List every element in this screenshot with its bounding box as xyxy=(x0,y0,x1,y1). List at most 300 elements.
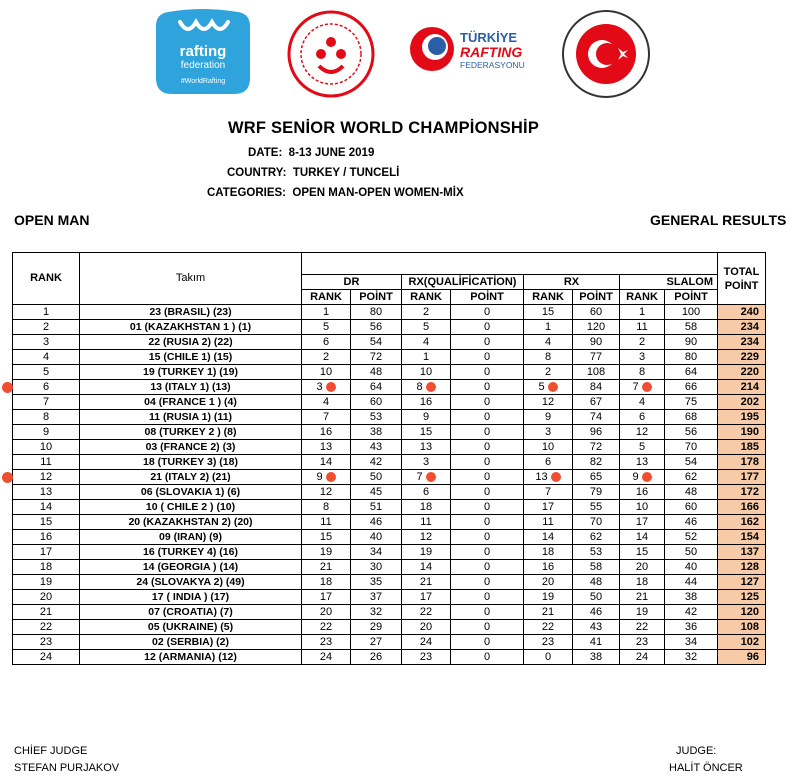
rxq-rank-cell-value: 3 xyxy=(422,456,430,468)
total-cell-value: 102 xyxy=(740,636,759,648)
rx-point-cell-value: 96 xyxy=(589,426,603,438)
svg-text:RAFTING: RAFTING xyxy=(460,44,523,60)
slalom-point-cell-value: 100 xyxy=(681,306,701,318)
date-line xyxy=(248,147,374,159)
rxq-rank-cell xyxy=(402,575,451,590)
rx-point-cell-value: 82 xyxy=(589,456,603,468)
rank-cell-value: 1 xyxy=(42,306,50,318)
slalom-rank-cell xyxy=(620,560,665,575)
rxq-rank-cell-value: 2 xyxy=(422,306,430,318)
rxq-rank-cell-value: 19 xyxy=(419,546,433,558)
slalom-point-cell-value: 44 xyxy=(684,576,698,588)
rx-rank-cell xyxy=(524,560,573,575)
slalom-rank-cell xyxy=(620,575,665,590)
slalom-point-cell xyxy=(665,305,718,320)
dr-rank-cell xyxy=(302,320,351,335)
rank-cell-value: 21 xyxy=(39,606,53,618)
slalom-point-subheader: POİNT xyxy=(665,290,718,305)
slalom-point-cell xyxy=(665,635,718,650)
slalom-point-cell-value: 36 xyxy=(684,621,698,633)
dr-point-cell-value: 50 xyxy=(369,471,383,483)
rxq-rank-cell-value: 17 xyxy=(419,591,433,603)
rxq-point-cell-value: 0 xyxy=(483,576,491,588)
rxq-rank-cell xyxy=(402,410,451,425)
rank-cell xyxy=(13,455,80,470)
team-cell-value: 12 (ARMANIA) (12) xyxy=(144,651,237,663)
total-cell xyxy=(718,605,766,620)
team-cell-value: 23 (BRASIL) (23) xyxy=(149,306,232,318)
total-cell-value: 202 xyxy=(740,396,759,408)
total-cell xyxy=(718,485,766,500)
category-heading: OPEN MAN xyxy=(14,212,90,228)
rank-cell xyxy=(13,305,80,320)
slalom-rank-cell xyxy=(620,455,665,470)
slalom-point-cell xyxy=(665,560,718,575)
judge-name: HALİT ÖNCER xyxy=(669,762,743,774)
rank-cell-value: 3 xyxy=(42,336,50,348)
dr-point-cell-value: 37 xyxy=(369,591,383,603)
slalom-rank-cell xyxy=(620,515,665,530)
rx-rank-cell-value: 20 xyxy=(541,576,555,588)
dr-point-cell xyxy=(351,305,402,320)
rx-point-cell-value: 38 xyxy=(589,651,603,663)
team-cell-value: 09 (IRAN) (9) xyxy=(158,531,222,543)
dr-rank-cell-value: 16 xyxy=(319,426,333,438)
total-cell-value: 190 xyxy=(740,426,759,438)
team-cell xyxy=(80,410,302,425)
rank-cell-value: 15 xyxy=(39,516,53,528)
dr-point-cell-value: 43 xyxy=(369,441,383,453)
slalom-rank-cell-value: 12 xyxy=(635,426,649,438)
team-cell xyxy=(80,545,302,560)
rx-point-cell xyxy=(573,440,620,455)
rx-point-cell-value: 74 xyxy=(589,411,603,423)
rx-point-cell xyxy=(573,395,620,410)
table-row xyxy=(13,305,766,320)
total-cell-value: 166 xyxy=(740,501,759,513)
slalom-rank-cell xyxy=(620,590,665,605)
dr-rank-cell-value: 24 xyxy=(319,651,333,663)
table-row xyxy=(13,590,766,605)
total-cell xyxy=(718,470,766,485)
dr-rank-cell xyxy=(302,590,351,605)
table-row xyxy=(13,410,766,425)
marker-dot xyxy=(548,382,558,392)
marker-dot xyxy=(326,382,336,392)
rxq-point-cell xyxy=(451,575,524,590)
rxq-point-cell xyxy=(451,500,524,515)
rxq-rank-cell xyxy=(402,470,451,485)
total-cell-value: 96 xyxy=(746,651,759,663)
rx-point-cell xyxy=(573,635,620,650)
dr-point-cell-value: 51 xyxy=(369,501,383,513)
rank-cell-value: 5 xyxy=(42,366,50,378)
rx-rank-cell-value: 5 xyxy=(538,381,545,393)
marker-dot xyxy=(426,472,436,482)
rxq-point-cell-value: 0 xyxy=(483,396,491,408)
rxq-rank-cell-value: 7 xyxy=(416,471,423,483)
rxq-rank-cell-value: 11 xyxy=(420,516,432,528)
rxq-rank-cell-value: 12 xyxy=(419,531,433,543)
rank-cell-value: 2 xyxy=(42,321,50,333)
results-heading: GENERAL RESULTS xyxy=(650,212,787,228)
rxq-point-cell-value: 0 xyxy=(483,411,491,423)
dr-rank-cell-value: 21 xyxy=(319,561,333,573)
slalom-point-cell-value: 90 xyxy=(684,336,698,348)
svg-text:#WorldRafting: #WorldRafting xyxy=(180,78,226,85)
rx-point-cell-value: 72 xyxy=(589,441,603,453)
rx-rank-cell-value: 16 xyxy=(541,561,555,573)
total-cell-value: 240 xyxy=(740,306,759,318)
total-cell-value: 229 xyxy=(740,351,759,363)
slalom-rank-cell-value: 24 xyxy=(635,651,649,663)
table-row xyxy=(13,440,766,455)
dr-rank-cell xyxy=(302,500,351,515)
rank-cell xyxy=(13,605,80,620)
rxq-point-cell xyxy=(451,455,524,470)
rx-rank-cell-value: 1 xyxy=(544,321,552,333)
dr-point-cell-value: 32 xyxy=(369,606,383,618)
dr-rank-cell-value: 13 xyxy=(319,441,333,453)
rxq-point-subheader: POİNT xyxy=(451,290,524,305)
rx-rank-cell-value: 4 xyxy=(544,336,552,348)
rxq-rank-cell xyxy=(402,455,451,470)
dr-point-cell xyxy=(351,395,402,410)
rxq-point-cell-value: 0 xyxy=(483,651,491,663)
dr-point-cell-value: 72 xyxy=(369,351,383,363)
rx-rank-cell xyxy=(524,410,573,425)
rank-cell xyxy=(13,395,80,410)
rx-rank-cell-value: 14 xyxy=(541,531,555,543)
slalom-rank-cell xyxy=(620,440,665,455)
rxq-point-cell xyxy=(451,380,524,395)
rxq-rank-cell xyxy=(402,485,451,500)
rx-point-cell xyxy=(573,515,620,530)
slalom-point-cell xyxy=(665,320,718,335)
rx-rank-cell xyxy=(524,635,573,650)
total-cell xyxy=(718,620,766,635)
dr-point-cell-value: 30 xyxy=(369,561,383,573)
total-cell xyxy=(718,455,766,470)
dr-point-cell-value: 53 xyxy=(369,411,383,423)
rx-rank-cell-value: 3 xyxy=(544,426,552,438)
rxq-rank-cell xyxy=(402,380,451,395)
rx-point-cell xyxy=(573,590,620,605)
dr-point-cell xyxy=(351,335,402,350)
dr-rank-cell-value: 5 xyxy=(322,321,330,333)
dr-point-cell-value: 64 xyxy=(369,381,383,393)
table-row xyxy=(13,485,766,500)
dr-rank-cell-value: 2 xyxy=(322,351,330,363)
slalom-rank-cell-value: 22 xyxy=(635,621,649,633)
table-row xyxy=(13,365,766,380)
rxq-point-cell-value: 0 xyxy=(483,516,491,528)
rx-rank-cell xyxy=(524,605,573,620)
rx-rank-cell xyxy=(524,530,573,545)
slalom-rank-cell-value: 14 xyxy=(635,531,649,543)
total-cell-value: 178 xyxy=(740,456,759,468)
slalom-rank-cell-value: 4 xyxy=(638,396,646,408)
dr-point-cell xyxy=(351,650,402,665)
rxq-point-cell-value: 0 xyxy=(483,591,491,603)
team-cell-value: 19 (TURKEY 1) (19) xyxy=(143,366,238,378)
slalom-point-cell xyxy=(665,590,718,605)
slalom-rank-cell xyxy=(620,650,665,665)
rxq-rank-cell xyxy=(402,305,451,320)
slalom-rank-cell-value: 23 xyxy=(635,636,649,648)
dr-point-cell-value: 38 xyxy=(369,426,383,438)
rxq-rank-subheader: RANK xyxy=(402,290,451,305)
dr-point-cell xyxy=(351,365,402,380)
chief-judge-name: STEFAN PURJAKOV xyxy=(14,762,120,774)
rxq-point-cell-value: 0 xyxy=(483,561,491,573)
dr-rank-cell xyxy=(302,605,351,620)
rxq-rank-cell xyxy=(402,500,451,515)
chief-judge-label: CHİEF JUDGE xyxy=(14,745,88,757)
rank-cell-value: 14 xyxy=(39,501,53,513)
total-cell-value: 214 xyxy=(740,381,759,393)
total-cell xyxy=(718,410,766,425)
rxq-rank-cell xyxy=(402,320,451,335)
slalom-rank-cell-value: 9 xyxy=(632,471,639,483)
rank-cell xyxy=(13,350,80,365)
slalom-rank-cell xyxy=(620,380,665,395)
total-cell xyxy=(718,575,766,590)
dr-rank-cell xyxy=(302,515,351,530)
total-header-line2: POİNT xyxy=(724,279,759,292)
slalom-point-cell xyxy=(665,620,718,635)
rx-point-cell-value: 50 xyxy=(589,591,603,603)
rx-rank-cell xyxy=(524,575,573,590)
team-cell-value: 03 (FRANCE 2) (3) xyxy=(145,441,236,453)
results-body xyxy=(13,305,766,665)
slalom-point-cell-value: 42 xyxy=(684,606,698,618)
rx-rank-cell xyxy=(524,320,573,335)
rx-point-cell-value: 46 xyxy=(589,606,603,618)
slalom-rank-cell-value: 15 xyxy=(635,546,649,558)
svg-text:TÜRKİYE: TÜRKİYE xyxy=(460,30,518,45)
dr-rank-cell xyxy=(302,365,351,380)
slalom-point-cell-value: 56 xyxy=(684,426,698,438)
dr-rank-cell-value: 23 xyxy=(319,636,333,648)
slalom-point-cell xyxy=(665,455,718,470)
rxq-point-cell-value: 0 xyxy=(483,351,491,363)
world-rafting-federation-logo xyxy=(150,8,255,98)
slalom-point-cell-value: 48 xyxy=(684,486,698,498)
total-cell xyxy=(718,380,766,395)
total-cell xyxy=(718,515,766,530)
slalom-point-cell-value: 62 xyxy=(684,471,698,483)
rxq-rank-cell xyxy=(402,335,451,350)
rank-cell xyxy=(13,380,80,395)
slalom-point-cell xyxy=(665,410,718,425)
dr-rank-cell xyxy=(302,545,351,560)
rx-point-cell xyxy=(573,575,620,590)
rx-rank-cell xyxy=(524,620,573,635)
table-row xyxy=(13,560,766,575)
rxq-rank-cell xyxy=(402,515,451,530)
table-row xyxy=(13,500,766,515)
rxq-point-cell xyxy=(451,365,524,380)
dr-rank-cell-value: 3 xyxy=(316,381,323,393)
rxq-rank-cell-value: 21 xyxy=(419,576,433,588)
turkiye-rafting-federasyonu-logo xyxy=(408,22,538,77)
team-cell xyxy=(80,620,302,635)
rx-point-cell xyxy=(573,455,620,470)
slalom-point-cell-value: 58 xyxy=(684,321,698,333)
dr-point-cell xyxy=(351,485,402,500)
rx-rank-cell xyxy=(524,515,573,530)
team-cell xyxy=(80,365,302,380)
table-row xyxy=(13,470,766,485)
rxq-rank-cell-value: 8 xyxy=(416,381,423,393)
total-cell xyxy=(718,590,766,605)
rank-cell xyxy=(13,590,80,605)
rank-cell xyxy=(13,620,80,635)
dr-point-cell-value: 42 xyxy=(369,456,383,468)
total-cell-value: 108 xyxy=(740,621,759,633)
table-row xyxy=(13,620,766,635)
rxq-rank-cell-value: 18 xyxy=(419,501,433,513)
rx-header: RX xyxy=(524,275,620,290)
rx-rank-cell-value: 2 xyxy=(544,366,552,378)
rxq-point-cell-value: 0 xyxy=(483,636,491,648)
slalom-rank-subheader: RANK xyxy=(620,290,665,305)
slalom-point-cell xyxy=(665,500,718,515)
team-cell-value: 01 (KAZAKHSTAN 1 ) (1) xyxy=(129,321,252,333)
rxq-point-cell-value: 0 xyxy=(483,471,491,483)
rxq-rank-cell-value: 1 xyxy=(422,351,430,363)
slalom-rank-cell xyxy=(620,410,665,425)
total-cell xyxy=(718,365,766,380)
date-value: 8-13 JUNE 2019 xyxy=(288,147,375,159)
dr-rank-cell-value: 8 xyxy=(322,501,330,513)
rxq-rank-cell xyxy=(402,530,451,545)
table-row xyxy=(13,425,766,440)
youth-sports-ministry-seal xyxy=(285,8,377,100)
table-row xyxy=(13,335,766,350)
total-cell xyxy=(718,635,766,650)
rx-point-cell xyxy=(573,350,620,365)
slalom-point-cell xyxy=(665,425,718,440)
marker-dot xyxy=(642,472,652,482)
dr-point-cell xyxy=(351,350,402,365)
rx-point-cell-value: 58 xyxy=(589,561,603,573)
dr-rank-cell-value: 7 xyxy=(322,411,330,423)
rank-cell xyxy=(13,470,80,485)
rxq-rank-cell xyxy=(402,635,451,650)
rx-rank-cell xyxy=(524,365,573,380)
table-row xyxy=(13,575,766,590)
table-row xyxy=(13,380,766,395)
dr-point-cell xyxy=(351,320,402,335)
dr-rank-cell xyxy=(302,335,351,350)
rxq-point-cell-value: 0 xyxy=(483,306,491,318)
dr-rank-cell-value: 4 xyxy=(322,396,330,408)
dr-rank-cell-value: 10 xyxy=(319,366,333,378)
dr-point-cell-value: 35 xyxy=(369,576,383,588)
team-cell-value: 15 (CHILE 1) (15) xyxy=(148,351,233,363)
rx-point-cell xyxy=(573,560,620,575)
rxq-rank-cell-value: 20 xyxy=(419,621,433,633)
team-cell xyxy=(80,605,302,620)
table-row xyxy=(13,455,766,470)
slalom-rank-cell-value: 8 xyxy=(638,366,646,378)
dr-point-cell xyxy=(351,455,402,470)
table-row xyxy=(13,515,766,530)
rank-cell-value: 9 xyxy=(42,426,50,438)
dr-rank-cell-value: 6 xyxy=(322,336,330,348)
total-cell xyxy=(718,425,766,440)
rxq-point-cell xyxy=(451,530,524,545)
dr-point-cell xyxy=(351,515,402,530)
team-cell-value: 10 ( CHILE 2 ) (10) xyxy=(145,501,236,513)
rx-rank-cell xyxy=(524,425,573,440)
rxq-rank-cell-value: 9 xyxy=(422,411,430,423)
team-cell xyxy=(80,515,302,530)
rx-point-cell-value: 77 xyxy=(589,351,603,363)
team-cell xyxy=(80,575,302,590)
slalom-point-cell-value: 46 xyxy=(684,516,698,528)
slalom-point-cell-value: 54 xyxy=(684,456,698,468)
slalom-point-cell-value: 50 xyxy=(684,546,698,558)
team-cell-value: 20 (KAZAKHSTAN 2) (20) xyxy=(128,516,253,528)
slalom-rank-cell-value: 18 xyxy=(635,576,649,588)
dr-point-cell xyxy=(351,620,402,635)
rank-cell xyxy=(13,530,80,545)
total-cell-value: 185 xyxy=(740,441,759,453)
rx-point-cell xyxy=(573,500,620,515)
slalom-point-cell xyxy=(665,530,718,545)
rx-point-cell xyxy=(573,380,620,395)
rank-cell-value: 16 xyxy=(39,531,53,543)
table-row xyxy=(13,530,766,545)
rxq-rank-cell-value: 22 xyxy=(419,606,433,618)
team-cell-value: 06 (SLOVAKIA 1) (6) xyxy=(140,486,241,498)
total-cell-value: 154 xyxy=(740,531,759,543)
rank-cell-value: 23 xyxy=(39,636,53,648)
svg-text:rafting: rafting xyxy=(179,43,227,60)
rx-point-cell-value: 120 xyxy=(586,321,606,333)
dr-point-cell xyxy=(351,440,402,455)
total-cell xyxy=(718,545,766,560)
slalom-rank-cell xyxy=(620,350,665,365)
dr-rank-cell-value: 22 xyxy=(319,621,333,633)
total-cell xyxy=(718,650,766,665)
team-cell xyxy=(80,440,302,455)
championship-title: WRF SENİOR WORLD CHAMPİONSHİP xyxy=(228,119,540,137)
dr-rank-cell xyxy=(302,305,351,320)
rx-rank-cell xyxy=(524,335,573,350)
rx-rank-cell xyxy=(524,305,573,320)
rank-header: RANK xyxy=(13,253,80,305)
slalom-point-cell xyxy=(665,365,718,380)
rank-cell xyxy=(13,425,80,440)
rx-point-cell-value: 41 xyxy=(589,636,603,648)
total-cell xyxy=(718,440,766,455)
dr-rank-cell-value: 14 xyxy=(319,456,333,468)
rxq-rank-cell xyxy=(402,395,451,410)
marker-dot xyxy=(642,382,652,392)
dr-rank-cell xyxy=(302,440,351,455)
rank-cell-value: 19 xyxy=(39,576,53,588)
rxq-point-cell-value: 0 xyxy=(483,441,491,453)
rxq-rank-cell-value: 23 xyxy=(419,651,433,663)
rxq-rank-cell-value: 13 xyxy=(419,441,433,453)
slalom-point-cell-value: 38 xyxy=(684,591,698,603)
rxq-rank-cell-value: 5 xyxy=(422,321,430,333)
rxq-point-cell xyxy=(451,440,524,455)
